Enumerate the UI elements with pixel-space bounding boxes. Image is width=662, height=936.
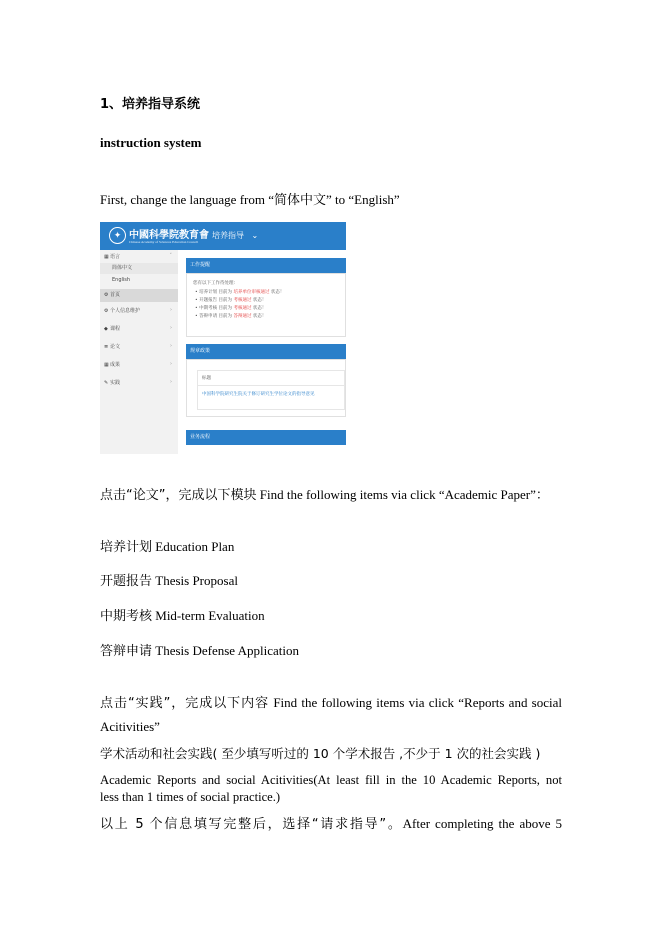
grid-icon: ▦: [104, 362, 109, 368]
logo-subtitle: Chinese Academy of Sciences Education Council: [129, 240, 199, 244]
intro-lang-from: 简体中文: [274, 193, 327, 208]
paper-item: 答辩申请 Thesis Defense Application: [100, 643, 299, 659]
language-option-label: English: [112, 277, 131, 283]
panel-policy: [186, 359, 346, 417]
click-paper-paragraph: [100, 486, 549, 505]
intro-paragraph: [100, 191, 400, 210]
paper-item: 培养计划 Education Plan: [100, 539, 235, 555]
reminder-item: • 开题报告 目前为 考核通过 状态！: [195, 298, 267, 303]
intro-prefix: First, change the language from “: [100, 192, 274, 207]
logo-icon: ✦: [109, 227, 126, 244]
sidebar-item-home[interactable]: [100, 289, 178, 302]
gear-icon: ⚙: [104, 292, 109, 298]
pencil-icon: ✎: [104, 380, 109, 386]
click-practice-line1: 点击“实践”，完成以下内容 Find the following items via click “Reports and social: [100, 695, 562, 711]
policy-column-header: 标题: [202, 376, 211, 381]
chevron-down-icon: ⌄: [251, 231, 259, 240]
reminder-item: • 中期考核 目前为 考核通过 状态！: [195, 306, 267, 311]
sidebar-item-label: 论文: [110, 344, 121, 350]
panel-work-reminder: [186, 273, 346, 337]
panel-policy-title: 规章政策: [186, 344, 346, 359]
gear-icon: ⚙: [104, 308, 109, 314]
page-heading-cn: 1、培养指导系统: [100, 97, 201, 112]
course-icon: ◆: [104, 326, 108, 332]
list-icon: ≣: [104, 344, 109, 350]
sidebar-item-profile[interactable]: ⚙ 个人信息维护 ›: [104, 307, 172, 314]
logo-text: 中國科學院教育會: [129, 230, 209, 241]
screenshot-sidebar: [100, 250, 178, 454]
academic-requirement-en-line2: less than 1 times of social practice.): [100, 790, 281, 804]
reminder-item: • 培养计划 目前为 培养单位审核通过 状态！: [195, 290, 285, 295]
system-screenshot: [100, 222, 346, 454]
policy-table: [197, 370, 345, 410]
final-instruction: 以上 5 个信息填写完整后，选择“请求指导”。After completing the above 5: [100, 816, 562, 832]
sidebar-item-label: 成果: [110, 362, 121, 368]
panel-work-reminder-title: 工作提醒: [186, 258, 346, 273]
screenshot-header: [100, 222, 346, 250]
reminder-item: • 答辩申请 目前为 答辩通过 状态！: [195, 314, 267, 319]
module-title[interactable]: [212, 230, 258, 241]
language-option-label: 简体中文: [112, 265, 133, 271]
click-practice-line2: Acitivities”: [100, 719, 160, 734]
language-option-en[interactable]: [100, 275, 178, 286]
sidebar-item-courses[interactable]: ◆ 课程 ›: [104, 325, 172, 332]
policy-link[interactable]: 中国科学院研究生院关于修订研究生学位论文的指导意见: [202, 392, 315, 397]
screenshot-main: [184, 250, 346, 454]
sidebar-item-achievements[interactable]: ▦成果 ›: [104, 361, 172, 368]
language-option-zh[interactable]: [100, 263, 178, 274]
sidebar-item-language[interactable]: ▦语言 ˅: [104, 253, 172, 260]
grid-icon: ▦: [104, 254, 109, 260]
click-paper-cn: 点击“论文”，完成以下模块: [100, 488, 257, 503]
academic-requirement-en-line1: Academic Reports and social Acitivities(At least fill in the 10 Academic Reports, not: [100, 773, 562, 787]
paper-item: 中期考核 Mid-term Evaluation: [100, 608, 265, 624]
panel-process-title: 业务流程: [186, 430, 346, 445]
sidebar-item-label: 实践: [110, 380, 121, 386]
academic-requirement-cn: 学术活动和社会实践( 至少填写听过的 10 个学术报告 ,不少于 1 次的社会实践 ): [100, 746, 541, 761]
paper-item: 开题报告 Thesis Proposal: [100, 573, 238, 589]
intro-mid: ” to “English”: [326, 192, 400, 207]
sidebar-item-label: 首页: [110, 292, 121, 298]
sidebar-item-label: 个人信息维护: [110, 308, 141, 314]
sidebar-item-thesis[interactable]: ≣ 论文 ›: [104, 343, 172, 350]
sidebar-item-label: 语言: [110, 254, 121, 260]
sidebar-item-practice[interactable]: ✎ 实践 ›: [104, 379, 172, 386]
reminder-intro: 您有以下工作待处理:: [193, 281, 236, 286]
page-heading-en: instruction system: [100, 135, 202, 150]
module-title-label: 培养指导: [212, 231, 244, 240]
click-paper-en: Find the following items via click “Academic Paper”：: [256, 487, 549, 502]
sidebar-item-label: 课程: [110, 326, 121, 332]
